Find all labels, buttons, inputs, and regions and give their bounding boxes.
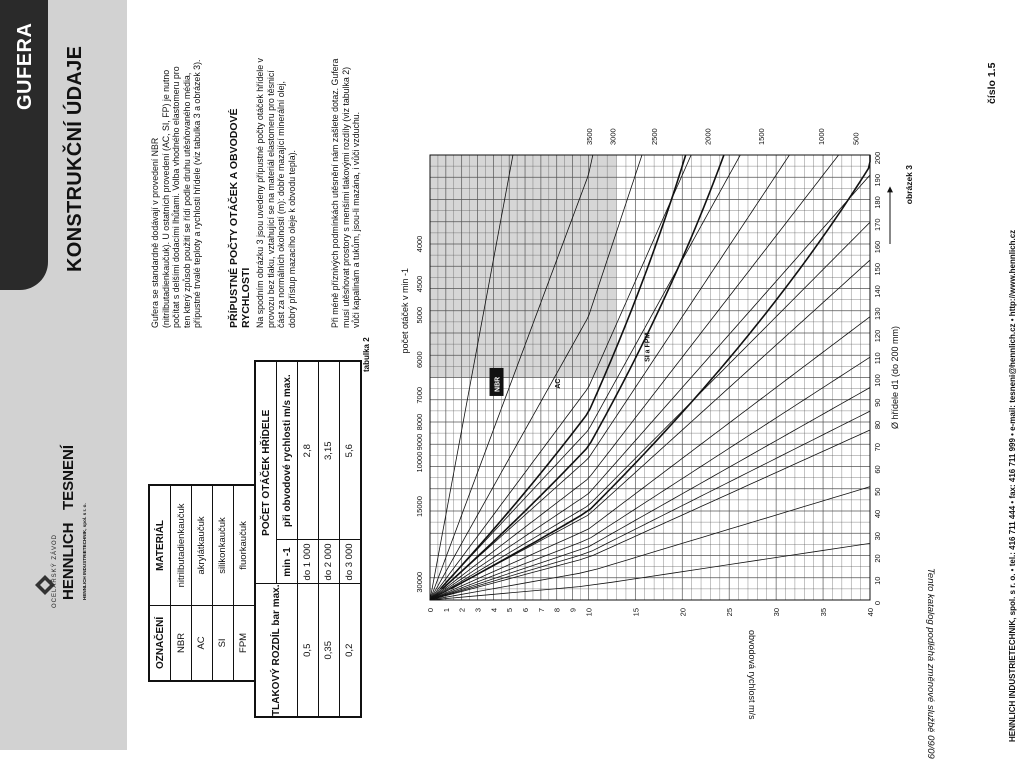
rpm-label-left: 6000 [415, 351, 424, 369]
y-tick-label: 1 [441, 608, 451, 613]
material-label-nbr: NBR [494, 376, 502, 392]
y-tick-label: 40 [866, 608, 875, 617]
speed-header-rpm: min -1 [277, 540, 298, 584]
speed-paragraph: Na spodním obrázku 3 jsou uvedeny přípustné počty otáček hřídele v provozu bez tlaku, vztahující se na materiál elastomeru pro těsnicí část za normálních okolností (m): dobře mazající minerální olej, dobrý přístup mazacího oleje k obvodu tepla). [255, 58, 297, 328]
speed-header-group: POČET OTÁČEK HŘÍDELE [255, 361, 277, 584]
rpm-label-top: 2000 [703, 128, 713, 145]
logo-wordmark-right: TESNENÍ [60, 444, 77, 510]
y-tick-label: 7 [536, 608, 546, 613]
rpm-label-top: 3000 [608, 128, 618, 145]
y-tick-label: 30 [772, 608, 782, 617]
y-tick-label: 6 [521, 608, 531, 613]
rpm-label-left: 7000 [415, 386, 424, 404]
table-row [318, 361, 339, 717]
rpm-line-30000 [430, 543, 870, 600]
intro-paragraph: Gufera se standardně dodávají v provedení NBR (nitrilbutadienkaučuk). U ostatních provedení (AC, SI, FP) je nutno počítat s delšími dodacími lhůtami. Volba vhodného elastomeru pro ten který způsob použití se řídí podle druhu utěsňovaného média, přípustné trvalé teploty a rychlosti hřídele (viz tabulka 3 a obrázek 3). [150, 59, 203, 328]
y-tick-label: 10 [584, 608, 594, 617]
x-tick-label: 80 [873, 420, 882, 430]
x-tick-label: 50 [873, 487, 882, 496]
cell: 2,8 [298, 361, 319, 540]
footer-company: HENNLICH INDUSTRIETECHNIK, spol. s r. o. • tel.: 416 711 444 • fax: 416 711 999 • e-mail: tesneni@hennlich.cz • http://www.hennlich.cz [1008, 229, 1017, 742]
issue-number: číslo 1.5 [986, 62, 998, 104]
rpm-label-left: 10000 [415, 451, 424, 473]
logo-subline: HENNLICH INDUSTRIETECHNIK, spol. s r. o. [82, 503, 87, 600]
table-row [233, 485, 255, 681]
cell: akrylátkaučuk [192, 485, 213, 605]
rpm-label-left: 15000 [415, 496, 424, 517]
cell: do 3 000 [339, 540, 361, 584]
figure-caption: obrázek 3 [904, 165, 914, 205]
rpm-label-top: 2500 [649, 128, 659, 145]
rpm-axis-label: počet otáček v min -1 [400, 267, 410, 354]
cell: FPM [233, 605, 255, 681]
x-tick-label: 70 [873, 443, 882, 452]
y-tick-label: 25 [725, 608, 735, 617]
x-tick-label: 0 [873, 600, 882, 606]
y-tick-label: 15 [631, 608, 641, 617]
cell: 0,2 [339, 584, 361, 717]
materials-table [148, 484, 256, 682]
conditions-paragraph: Při méně příznivých podmínkách utěsnění nám zašlete dotaz. Gufera musí utěsňovat prostory s menšími tlakovými rozdíly (viz tabulka 2) vůči kapalinám a tukům, jsou-li mazána, i vůči vzduchu. [330, 58, 362, 328]
y-tick-label: 35 [819, 608, 829, 617]
x-axis-label: Ø hřídele d1 (do 200 mm) [890, 325, 900, 430]
y-axis-label: obvodová rychlost m/s [747, 630, 758, 720]
speed-chart [380, 100, 920, 720]
material-label-ac: AC [554, 378, 562, 389]
cell: NBR [171, 605, 192, 681]
y-tick-label: 4 [489, 608, 499, 613]
x-axis-arrowhead [887, 186, 893, 192]
cell: 0,5 [298, 584, 319, 717]
y-tick-label: 8 [552, 608, 562, 613]
material-label-si-a-fpm: SI a FPM [644, 332, 652, 362]
y-tick-label: 0 [426, 608, 435, 613]
rpm-line-9000 [430, 411, 870, 600]
x-tick-label: 170 [873, 218, 882, 232]
x-tick-label: 10 [873, 576, 882, 585]
cell: 5,6 [339, 361, 361, 540]
x-tick-label: 190 [873, 173, 882, 187]
table-row [298, 361, 319, 717]
table2-caption: tabulka 2 [362, 337, 371, 372]
rpm-label-left: 30000 [415, 571, 424, 593]
cell: SI [212, 605, 233, 681]
table-row [192, 485, 213, 681]
rpm-label-top: 500 [851, 132, 861, 145]
logo-wordmark-left: HENNLICH [60, 522, 77, 600]
rpm-line-8000 [430, 388, 870, 600]
logo-top-line: OCELÁŘSKÝ ZÁVOD [52, 533, 58, 608]
y-tick-label: 20 [678, 608, 688, 617]
rpm-label-top: 1000 [816, 128, 826, 145]
cell: do 1 000 [298, 540, 319, 584]
cell: fluorkaučuk [233, 485, 255, 605]
cell: AC [192, 605, 213, 681]
y-tick-label: 5 [505, 608, 515, 613]
table-row [339, 361, 361, 717]
y-tick-label: 9 [568, 608, 578, 613]
materials-header-material: MATERIÁL [149, 485, 171, 605]
rpm-label-left: 4000 [415, 235, 424, 253]
y-tick-label: 2 [457, 608, 467, 613]
rpm-label-left: 9000 [415, 433, 424, 451]
x-tick-label: 140 [873, 285, 882, 298]
x-tick-label: 160 [873, 240, 882, 254]
catalog-note: Tento katalog podléhá změnové službě 09/09 [925, 568, 936, 759]
rpm-label-left: 5000 [415, 306, 424, 324]
x-tick-label: 30 [873, 532, 882, 541]
x-tick-label: 40 [873, 509, 882, 519]
speed-table [254, 360, 362, 718]
rpm-label-left: 4500 [415, 275, 424, 293]
materials-table-wrap [148, 484, 256, 682]
x-tick-label: 180 [873, 196, 882, 209]
rpm-label-top: 3500 [585, 128, 595, 145]
speed-heading: PŘÍPUSTNÉ POČTY OTÁČEK A OBVODOVÉ RYCHLOSTI [228, 108, 252, 328]
section-title: KONSTRUKČNÍ ÚDAJE [64, 45, 86, 272]
x-tick-label: 20 [873, 554, 882, 563]
x-tick-label: 120 [873, 329, 882, 343]
x-tick-label: 150 [873, 262, 882, 276]
cell: 3,15 [318, 361, 339, 540]
x-tick-label: 110 [873, 352, 882, 365]
speed-table-wrap [254, 360, 362, 718]
cell: 0,35 [318, 584, 339, 717]
brand-label: GUFERA [14, 22, 36, 110]
table-row [212, 485, 233, 681]
x-tick-label: 130 [873, 307, 882, 321]
x-tick-label: 100 [873, 374, 882, 387]
table-row [171, 485, 192, 681]
rpm-label-left: 8000 [415, 413, 424, 431]
materials-header-code: OZNAČENÍ [149, 605, 171, 681]
speed-header-pressure: TLAKOVÝ ROZDÍL bar max. [255, 584, 298, 717]
cell: nitrilbutadienkaučuk [171, 485, 192, 605]
x-tick-label: 200 [873, 151, 882, 165]
x-tick-label: 60 [873, 465, 882, 474]
y-tick-label: 3 [473, 608, 483, 613]
rpm-line-15000 [430, 487, 870, 600]
rpm-label-top: 1500 [756, 128, 766, 145]
speed-header-velocity: při obvodové rychlosti m/s max. [277, 361, 298, 540]
cell: do 2 000 [318, 540, 339, 584]
cell: silikonkaučuk [212, 485, 233, 605]
x-tick-label: 90 [873, 398, 882, 407]
